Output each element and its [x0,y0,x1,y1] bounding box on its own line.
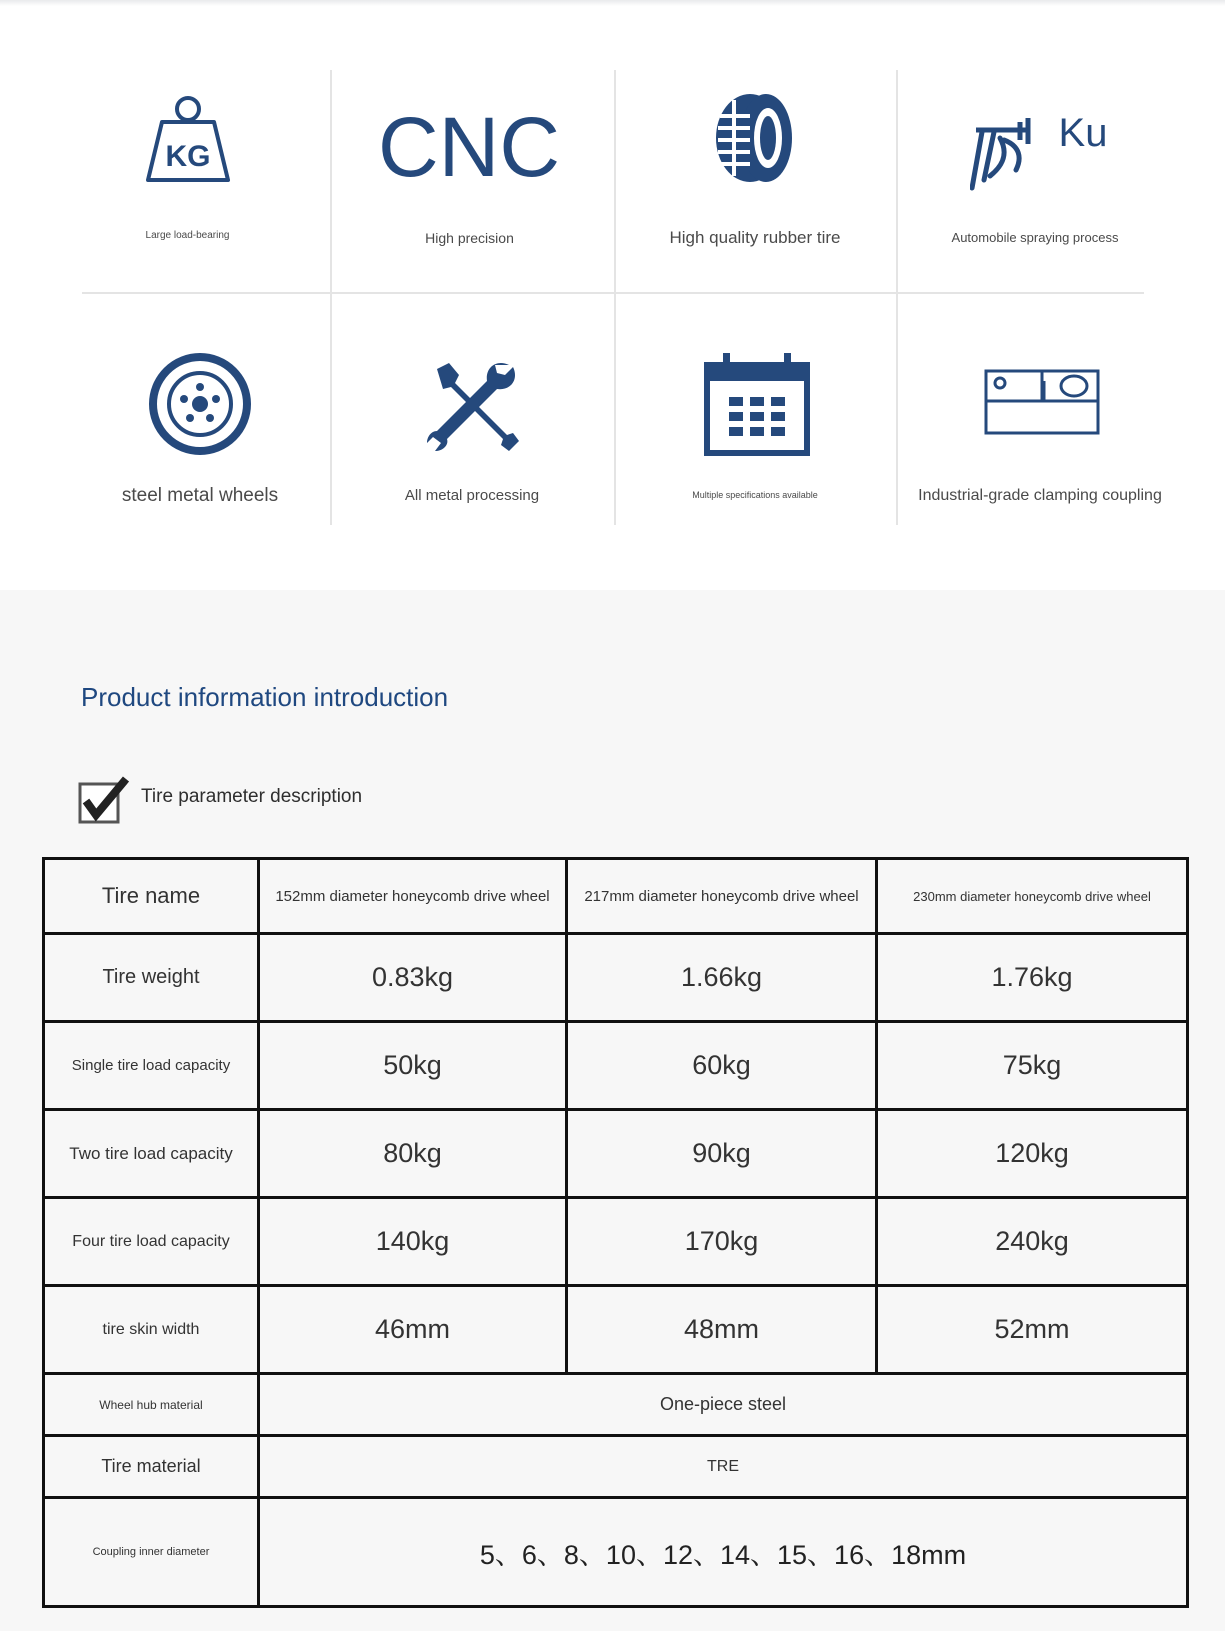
feature-caption: steel metal wheels [121,485,279,506]
grid-divider [82,292,1144,294]
table-cell: 90kg [567,1110,877,1198]
feature-caption: Industrial-grade clamping coupling [918,487,1162,504]
cnc-icon [372,100,567,190]
row-label: Single tire load capacity [44,1022,259,1110]
table-row [44,1436,1188,1498]
table-cell: 240kg [877,1198,1188,1286]
row-label: Tire material [44,1436,259,1498]
feature-spraying-process [920,80,1150,260]
svg-text:Ku: Ku [1058,111,1108,155]
row-label: Tire name [44,859,259,934]
table-cell: 75kg [877,1022,1188,1110]
table-cell: 1.76kg [877,934,1188,1022]
table-row [44,934,1188,1022]
tire-icon [710,90,800,186]
table-cell: TRE [259,1436,1188,1498]
row-label: tire skin width [44,1286,259,1374]
grid-divider [330,70,332,525]
coupling-icon [984,367,1100,437]
wrench-screwdriver-icon [423,357,521,455]
table-row [44,1374,1188,1436]
spray-gun-icon [970,110,1150,200]
section-title: Product information introduction [81,682,449,712]
table-cell: 5、6、8、10、12、14、15、16、18mm [259,1498,1188,1607]
feature-rubber-tire [640,80,870,260]
table-cell: 46mm [259,1286,567,1374]
feature-high-precision [372,80,567,260]
feature-caption: Automobile spraying process [951,230,1119,245]
feature-caption: High precision [425,230,514,246]
table-cell: 0.83kg [259,934,567,1022]
table-cell: 48mm [567,1286,877,1374]
column-header: 230mm diameter honeycomb drive wheel [877,859,1188,934]
tire-parameter-table [42,857,1189,1608]
feature-caption: Large load-bearing [145,230,230,241]
steel-wheel-icon [148,352,252,456]
grid-divider [896,70,898,525]
feature-caption: Multiple specifications available [692,490,818,500]
table-cell: 60kg [567,1022,877,1110]
table-cell: 1.66kg [567,934,877,1022]
grid-divider [614,70,616,525]
column-header: 152mm diameter honeycomb drive wheel [259,859,567,934]
svg-text:KG: KG [165,140,211,173]
table-row [44,1110,1188,1198]
table-row [44,1286,1188,1374]
row-label: Coupling inner diameter [44,1498,259,1607]
table-cell: 170kg [567,1198,877,1286]
table-cell: 80kg [259,1110,567,1198]
feature-large-load-bearing [90,80,285,260]
feature-caption: High quality rubber tire [669,228,841,247]
table-row [44,1498,1188,1607]
calendar-icon [703,349,811,457]
row-label: Tire weight [44,934,259,1022]
table-cell: 52mm [877,1286,1188,1374]
feature-grid [0,0,1225,590]
feature-multiple-specs [640,345,870,515]
svg-text:CNC: CNC [378,100,560,190]
row-label: Four tire load capacity [44,1198,259,1286]
table-cell: 120kg [877,1110,1188,1198]
row-label: Two tire load capacity [44,1110,259,1198]
weight-kg-icon [140,88,236,184]
table-row [44,1198,1188,1286]
table-cell: 140kg [259,1198,567,1286]
table-cell: 50kg [259,1022,567,1110]
section-subtitle: Tire parameter description [141,786,363,807]
row-label: Wheel hub material [44,1374,259,1436]
table-header-row [44,859,1188,934]
feature-steel-wheels [90,345,310,515]
table-row [44,1022,1188,1110]
feature-metal-processing [372,345,572,515]
feature-clamping-coupling [905,345,1175,515]
table-cell: One-piece steel [259,1374,1188,1436]
checkbox-checked-icon [78,775,130,825]
column-header: 217mm diameter honeycomb drive wheel [567,859,877,934]
feature-caption: All metal processing [404,487,540,504]
